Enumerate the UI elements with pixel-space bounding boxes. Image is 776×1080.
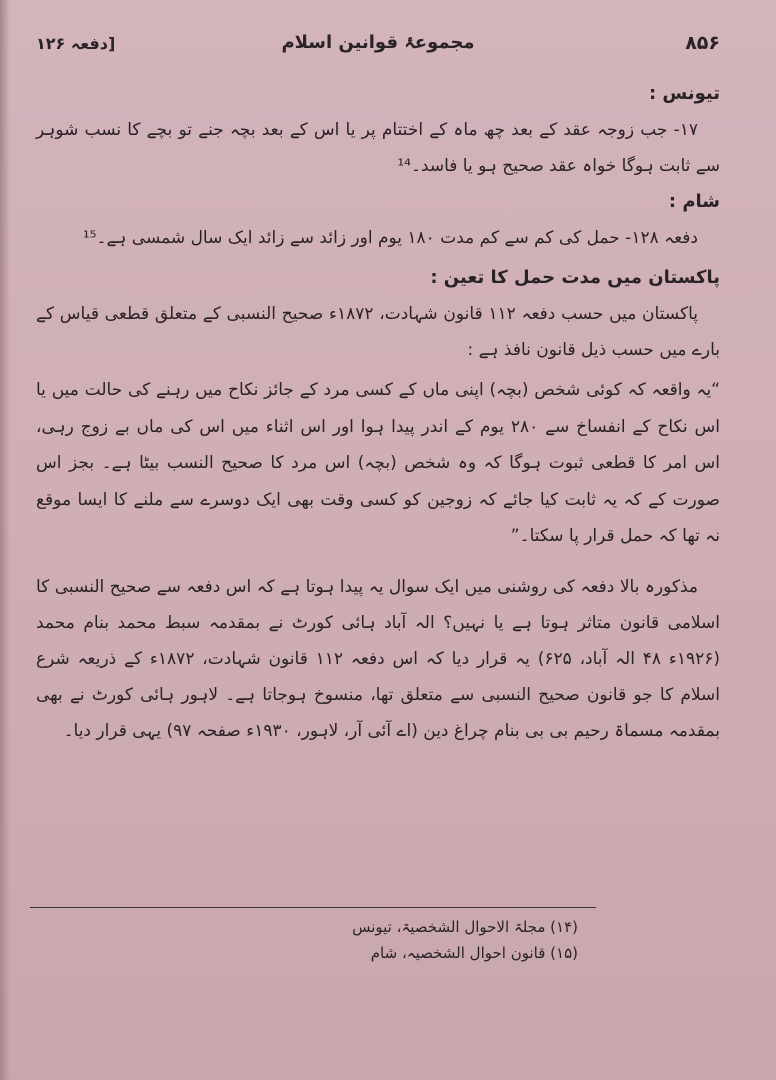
footnote-14: (۱۴) مجلۃ الاحوال الشخصیۃ، تیونس xyxy=(352,918,578,936)
book-title: مجموعۂ قوانین اسلام xyxy=(281,32,475,53)
page-number: ۸۵۶ xyxy=(685,32,720,54)
paragraph-discussion: مذکورہ بالا دفعہ کی روشنی میں ایک سوال یہ پیدا ہوتا ہے کہ اس دفعہ سے صحیح النسبی کا اسلامی قانون متاثر ہوتا ہے یا نہیں؟ الہ آباد ہائی کورٹ نے بمقدمہ سبط محمد بنام محمد (۱۹۲۶ء ۴۸ الہ آباد، ۶۲۵) یہ قرار دیا کہ اس دفعہ ۱۱۲ قانون شہادت، ۱۸۷۲ء کے ذریعہ شرع اسلام کا جو قانون صحیح النسبی سے متعلق تھا، منسوخ ہوجاتا ہے۔ لاہور ہائی کورٹ نے بھی بمقدمہ مسماۃ رحیم بی بی بنام چراغ دین (اے آئی آر، لاہور، ۱۹۳۰ء صفحہ ۹۷) یہی قرار دیا۔ xyxy=(36,576,720,741)
footnote-15: (۱۵) قانون احوال الشخصیہ، شام xyxy=(370,944,578,962)
page-body xyxy=(36,76,720,749)
spacer xyxy=(36,555,720,569)
paragraph-tunisia: ۱۷- جب زوجہ عقد کے بعد چھ ماہ کے اختتام پر یا اس کے بعد بچہ جنے تو بچے کا نسب شوہر سے ثابت ہوگا خواہ عقد صحیح ہو یا فاسد۔¹⁴ xyxy=(36,120,720,176)
paragraph-pakistan-intro: پاکستان میں حسب دفعہ ۱۱۲ قانون شہادت، ۱۸۷۲ء صحیح النسبی کے متعلق قطعی قیاس کے بارے میں حسب ذیل قانون نافذ ہے : xyxy=(36,304,720,360)
heading-pakistan: پاکستان میں مدت حمل کا تعین : xyxy=(430,267,720,288)
section-reference: [دفعہ ۱۲۶ xyxy=(36,34,116,53)
footnote-divider xyxy=(30,907,596,908)
page-edge-shadow xyxy=(0,0,10,1080)
heading-syria: شام : xyxy=(668,191,720,212)
footnotes xyxy=(158,914,578,966)
heading-tunisia: تیونس : xyxy=(648,83,720,104)
page-header xyxy=(36,28,720,62)
quoted-law-text: “یہ واقعہ کہ کوئی شخص (بچہ) اپنی ماں کے کسی مرد کے جائز نکاح میں رہنے کی حالت میں یا اس نکاح کے انفساخ سے ۲۸۰ یوم کے اندر پیدا ہوا اور اس اثناء میں اس کی ماں بے زوج رہی، اس امر کا قطعی ثبوت ہوگا کہ وہ شخص (بچہ) اس مرد کا صحیح النسب بیٹا ہے۔ بجز اس صورت کے کہ یہ ثابت کیا جائے کہ زوجین کو کسی وقت بھی ایک دوسرے سے ملنے کا ایسا موقع نہ تھا کہ حمل قرار پا سکتا۔” xyxy=(36,380,720,546)
paragraph-syria: دفعہ ۱۲۸- حمل کی کم سے کم مدت ۱۸۰ یوم اور زائد سے زائد ایک سال شمسی ہے۔¹⁵ xyxy=(82,228,698,248)
